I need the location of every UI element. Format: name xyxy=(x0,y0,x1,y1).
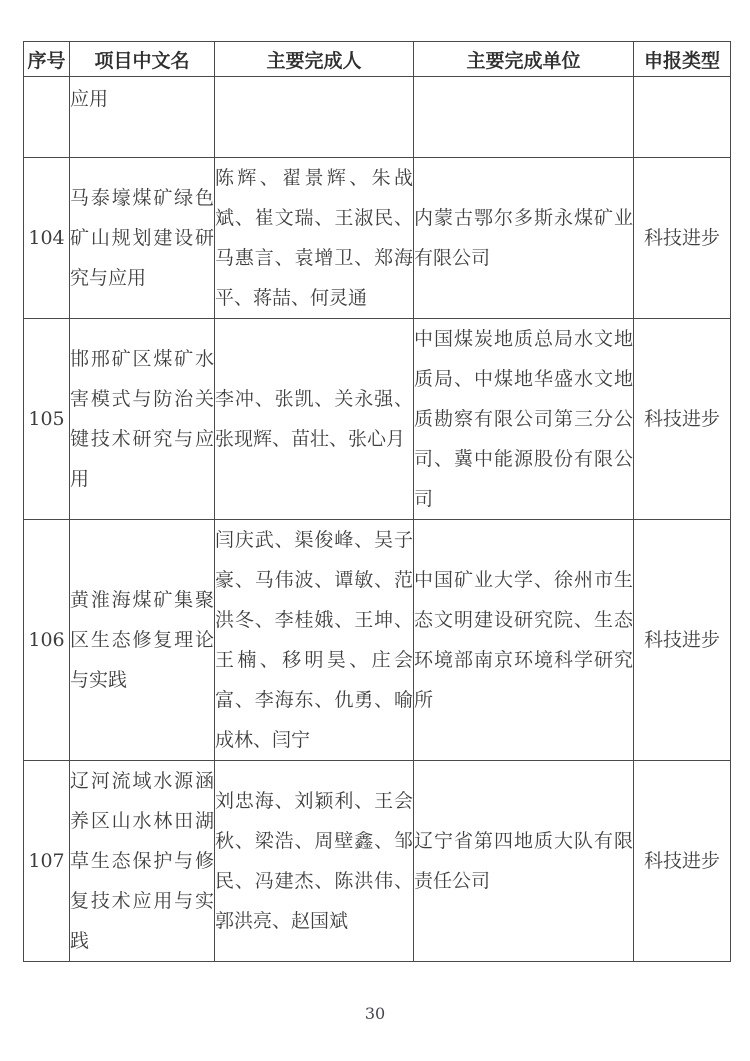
table-row-105 xyxy=(24,319,731,520)
cell-org xyxy=(414,77,634,158)
cell-seq: 104 xyxy=(24,158,70,319)
cell-project-name: 辽河流域水源涵养区山水林田湖草生态保护与修复技术应用与实践 xyxy=(70,761,215,962)
cell-people: 李冲、张凯、关永强、张现辉、苗壮、张心月 xyxy=(215,319,414,520)
table-header-row xyxy=(24,42,731,77)
projects-table xyxy=(23,41,731,962)
cell-seq: 107 xyxy=(24,761,70,962)
cell-org: 中国矿业大学、徐州市生态文明建设研究院、生态环境部南京环境科学研究所 xyxy=(414,520,634,761)
cell-people: 闫庆武、渠俊峰、吴子豪、马伟波、谭敏、范洪冬、李桂娥、王坤、王楠、移明昊、庄会富、李海东、仇勇、喻成林、闫宁 xyxy=(215,520,414,761)
cell-project-name: 马泰壕煤矿绿色矿山规划建设研究与应用 xyxy=(70,158,215,319)
cell-seq: 106 xyxy=(24,520,70,761)
table-row-continuation xyxy=(24,77,731,158)
cell-project-name: 黄淮海煤矿集聚区生态修复理论与实践 xyxy=(70,520,215,761)
cell-type: 科技进步 xyxy=(634,520,731,761)
cell-org: 中国煤炭地质总局水文地质局、中煤地华盛水文地质勘察有限公司第三分公司、冀中能源股份有限公司 xyxy=(414,319,634,520)
header-people: 主要完成人 xyxy=(215,42,414,77)
table-row-107 xyxy=(24,761,731,962)
page-number: 30 xyxy=(364,1004,386,1023)
cell-people: 陈辉、翟景辉、朱战斌、崔文瑞、王淑民、马惠言、袁增卫、郑海平、蒋喆、何灵通 xyxy=(215,158,414,319)
cell-project-name: 邯邢矿区煤矿水害模式与防治关键技术研究与应用 xyxy=(70,319,215,520)
header-seq: 序号 xyxy=(24,42,70,77)
header-project-name: 项目中文名 xyxy=(70,42,215,77)
cell-org: 辽宁省第四地质大队有限责任公司 xyxy=(414,761,634,962)
header-org: 主要完成单位 xyxy=(414,42,634,77)
cell-project-name: 应用 xyxy=(70,77,215,158)
cell-people: 刘忠海、刘颖利、王会秋、梁浩、周壁鑫、邹民、冯建杰、陈洪伟、郭洪亮、赵国斌 xyxy=(215,761,414,962)
cell-type: 科技进步 xyxy=(634,319,731,520)
cell-seq: 105 xyxy=(24,319,70,520)
cell-type: 科技进步 xyxy=(634,158,731,319)
cell-org: 内蒙古鄂尔多斯永煤矿业有限公司 xyxy=(414,158,634,319)
header-type: 申报类型 xyxy=(634,42,731,77)
cell-people xyxy=(215,77,414,158)
cell-seq xyxy=(24,77,70,158)
table-row-104 xyxy=(24,158,731,319)
cell-type: 科技进步 xyxy=(634,761,731,962)
table-row-106 xyxy=(24,520,731,761)
cell-type xyxy=(634,77,731,158)
